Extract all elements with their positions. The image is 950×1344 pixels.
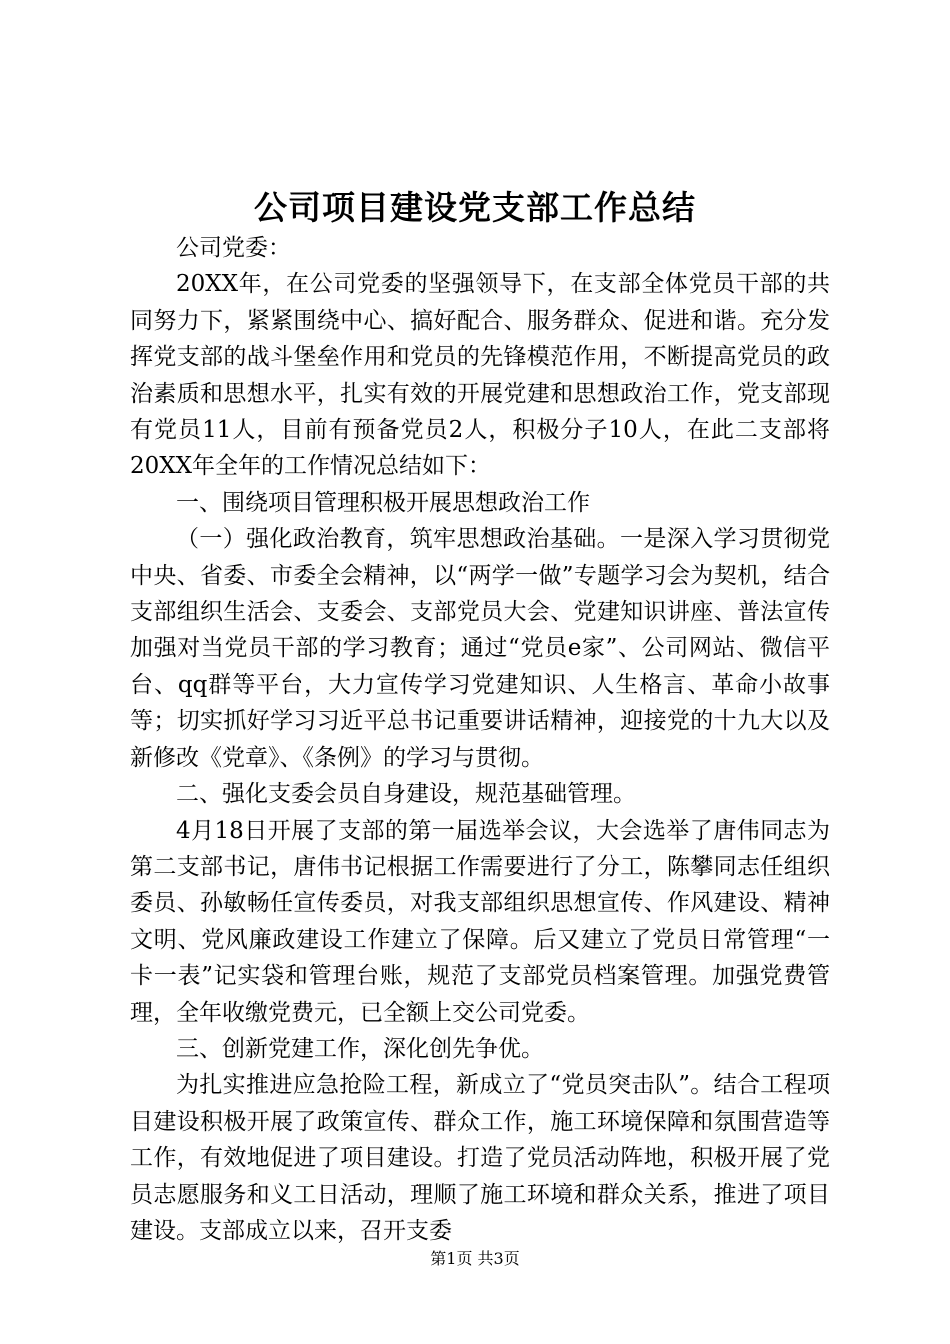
page-footer: 第1页 共3页: [430, 1249, 520, 1268]
document-title: 公司项目建设党支部工作总结: [254, 188, 696, 227]
document-body: [130, 230, 830, 1249]
section-heading-3: 三、创新党建工作，深化创先争优。: [176, 1035, 544, 1062]
section-heading-1: 一、围绕项目管理积极开展思想政治工作: [176, 489, 590, 516]
paragraph-section-3: 为扎实推进应急抢险工程，新成立了“党员突击队”。结合工程项目建设积极开展了政策宣传、群众工作，施工环境保障和氛围营造等工作，有效地促进了项目建设。打造了党员活动阵地，积极开展了党员志愿服务和义工日活动，理顺了施工环境和群众关系，推进了项目建设。支部成立以来，召开支委: [130, 1072, 830, 1244]
paragraph-section-2: 4月18日开展了支部的第一届选举会议，大会选举了唐伟同志为第二支部书记，唐伟书记根据工作需要进行了分工，陈攀同志任组织委员、孙敏畅任宣传委员，对我支部组织思想宣传、作风建设、精神文明、党风廉政建设工作建立了保障。后又建立了党员日常管理“一卡一表”记实袋和管理台账，规范了支部党员档案管理。加强党费管理，全年收缴党费元，已全额上交公司党委。: [130, 817, 830, 1026]
section-heading-2: 二、强化支委会员自身建设，规范基础管理。: [176, 781, 636, 808]
paragraph-intro: 20XX年，在公司党委的坚强领导下，在支部全体党员干部的共同努力下，紧紧围绕中心、搞好配合、服务群众、促进和谐。充分发挥党支部的战斗堡垒作用和党员的先锋模范作用，不断提高党员的政治素质和思想水平，扎实有效的开展党建和思想政治工作，党支部现有党员11人，目前有预备党员2人，积极分子10人，在此二支部将20XX年全年的工作情况总结如下：: [130, 271, 830, 480]
salutation: 公司党委：: [176, 235, 291, 261]
paragraph-section-1: （一）强化政治教育，筑牢思想政治基础。一是深入学习贯彻党中央、省委、市委全会精神，以“两学一做”专题学习会为契机，结合支部组织生活会、支委会、支部党员大会、党建知识讲座、普法宣传加强对当党员干部的学习教育；通过“党员e家”、公司网站、微信平台、qq群等平台，大力宣传学习党建知识、人生格言、革命小故事等；切实抓好学习习近平总书记重要讲话精神，迎接党的十九大以及新修改《党章》、《条例》的学习与贯彻。: [130, 526, 830, 771]
